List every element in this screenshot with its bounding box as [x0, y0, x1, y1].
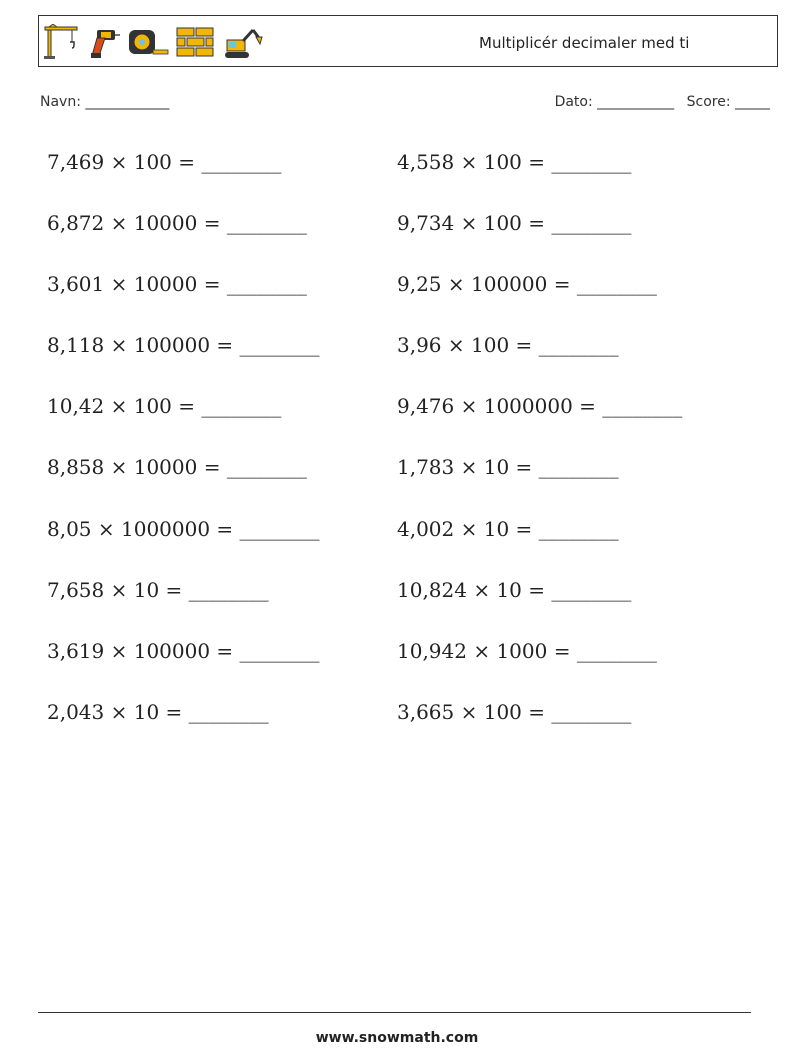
- score-field: Score: _____: [686, 94, 770, 110]
- problem-right: 4,002 × 10 = ________: [397, 516, 619, 541]
- bricks-icon: [175, 24, 215, 60]
- page-title: Multiplicér decimaler med ti: [479, 34, 690, 52]
- problem-row: [47, 639, 747, 700]
- problem-left: 8,858 × 10000 = ________: [47, 455, 307, 480]
- problem-row: [47, 517, 747, 578]
- problem-left: 7,469 × 100 = ________: [47, 150, 282, 174]
- problem-row: [47, 150, 747, 211]
- problem-left: 8,05 × 1000000 = ________: [47, 516, 320, 541]
- problem-right: 9,476 × 1000000 = ________: [397, 394, 683, 419]
- crane-icon: [43, 24, 79, 60]
- problem-right: 9,734 × 100 = ________: [397, 211, 632, 236]
- date-field: Dato: ___________: [554, 94, 675, 110]
- problem-row: [47, 394, 747, 455]
- problem-left: 3,601 × 10000 = ________: [47, 272, 307, 297]
- name-field: Navn: ____________: [40, 94, 170, 110]
- footer-site: www.snowmath.com: [315, 1030, 479, 1046]
- excavator-icon: [221, 24, 263, 60]
- problem-right: 3,96 × 100 = ________: [397, 333, 619, 358]
- drill-icon: [85, 24, 121, 60]
- problem-right: 9,25 × 100000 = ________: [397, 272, 657, 297]
- problem-row: [47, 211, 747, 272]
- problem-left: 7,658 × 10 = ________: [47, 577, 269, 602]
- header-icons: [43, 23, 263, 61]
- problem-left: 6,872 × 10000 = ________: [47, 211, 307, 236]
- problem-row: [47, 272, 747, 333]
- problem-right: 10,942 × 1000 = ________: [397, 638, 657, 663]
- header-box: [38, 15, 778, 67]
- problem-row: [47, 700, 747, 761]
- problem-right: 4,558 × 100 = ________: [397, 150, 632, 174]
- problem-left: 2,043 × 10 = ________: [47, 699, 269, 724]
- tape-measure-icon: [127, 24, 169, 60]
- problem-left: 10,42 × 100 = ________: [47, 394, 282, 419]
- problem-row: [47, 578, 747, 639]
- problem-right: 10,824 × 10 = ________: [397, 577, 632, 602]
- problem-right: 3,665 × 100 = ________: [397, 699, 632, 724]
- footer-divider: [38, 1012, 751, 1013]
- meta-right: [555, 94, 770, 110]
- problem-row: [47, 455, 747, 516]
- problem-list: [47, 150, 747, 761]
- problem-left: 8,118 × 100000 = ________: [47, 333, 320, 358]
- problem-left: 3,619 × 100000 = ________: [47, 638, 320, 663]
- problem-right: 1,783 × 10 = ________: [397, 455, 619, 480]
- problem-row: [47, 333, 747, 394]
